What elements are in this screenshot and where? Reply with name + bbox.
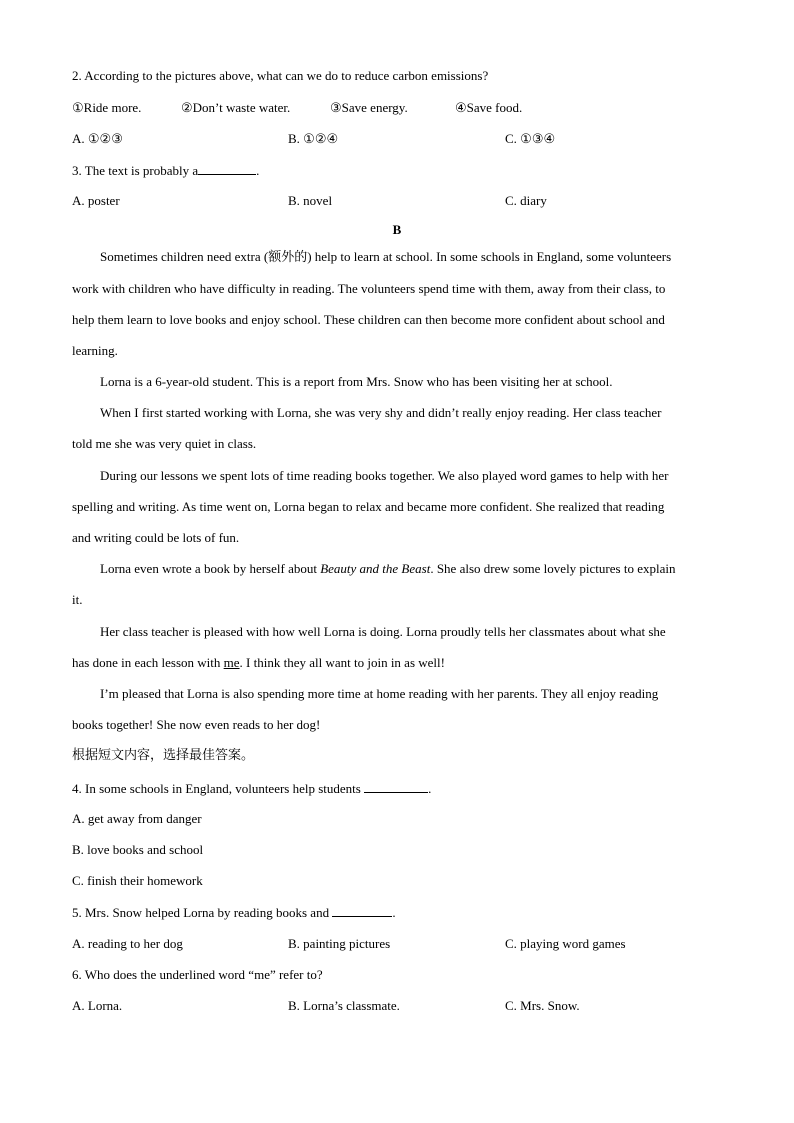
q2-option-b: B. ①②④ bbox=[288, 131, 339, 146]
passage-p4-line-2: spelling and writing. As time went on, Lorna began to relax and became more confident. She realized that reading bbox=[72, 499, 665, 514]
q3-option-c: C. diary bbox=[505, 193, 547, 208]
q2-option-c: C. ①③④ bbox=[505, 131, 556, 146]
underlined-word-me: me bbox=[223, 655, 240, 670]
p6-text-c: . I think they all want to join in as well! bbox=[239, 655, 445, 670]
q4-answer-blank bbox=[364, 780, 428, 793]
passage-p7-line-2: books together! She now even reads to her dog! bbox=[72, 717, 321, 732]
question-4-stem bbox=[72, 780, 431, 797]
q5-stem-end: . bbox=[392, 905, 396, 920]
q3-stem-text: 3. The text is probably a bbox=[72, 163, 199, 178]
question-2-stem: 2. According to the pictures above, what can we do to reduce carbon emissions? bbox=[72, 68, 489, 83]
q3-option-a: A. poster bbox=[72, 193, 120, 208]
passage-p4-line-1: During our lessons we spent lots of time reading books together. We also played word games to help with her bbox=[100, 468, 669, 483]
question-6-stem: 6. Who does the underlined word “me” refer to? bbox=[72, 967, 323, 982]
passage-p1-line-1: Sometimes children need extra (额外的) help to learn at school. In some schools in England, some volunteers bbox=[100, 249, 672, 264]
p6-text-b: has done in each lesson with bbox=[72, 655, 224, 670]
question-5-stem bbox=[72, 904, 396, 921]
q4-option-b: B. love books and school bbox=[72, 842, 204, 857]
p5-text-b: . She also drew some lovely pictures to explain bbox=[430, 561, 676, 576]
q6-option-a: A. Lorna. bbox=[72, 998, 123, 1013]
q2-item-4: ④Save food. bbox=[455, 100, 523, 115]
passage-p5-line-2: it. bbox=[72, 592, 83, 607]
q6-option-b: B. Lorna’s classmate. bbox=[288, 998, 400, 1013]
q5-answer-blank bbox=[332, 904, 392, 917]
q3-answer-blank bbox=[198, 162, 256, 175]
passage-p5-line-1 bbox=[100, 561, 675, 577]
q5-option-a: A. reading to her dog bbox=[72, 936, 183, 951]
q4-stem-end: . bbox=[428, 781, 432, 796]
passage-p6-line-1: Her class teacher is pleased with how well Lorna is doing. Lorna proudly tells her classmates about what she bbox=[100, 624, 666, 639]
instruction-text: 根据短文内容，选择最佳答案。 bbox=[72, 748, 255, 763]
q4-option-c: C. finish their homework bbox=[72, 873, 203, 888]
section-b-heading: B bbox=[392, 222, 402, 237]
q4-stem-text: 4. In some schools in England, volunteers help students bbox=[72, 781, 361, 796]
q6-option-c: C. Mrs. Snow. bbox=[505, 998, 580, 1013]
q4-option-a: A. get away from danger bbox=[72, 811, 202, 826]
passage-p1-line-3: help them learn to love books and enjoy school. These children can then become more confident about school and bbox=[72, 312, 665, 327]
q2-item-2: ②Don’t waste water. bbox=[181, 100, 291, 115]
passage-p3-line-2: told me she was very quiet in class. bbox=[72, 436, 257, 451]
q2-item-3: ③Save energy. bbox=[330, 100, 408, 115]
passage-p1-line-4: learning. bbox=[72, 343, 118, 358]
q5-option-b: B. painting pictures bbox=[288, 936, 391, 951]
p5-text-a: Lorna even wrote a book by herself about bbox=[100, 561, 321, 576]
q3-option-b: B. novel bbox=[288, 193, 333, 208]
q2-option-a: A. ①②③ bbox=[72, 131, 123, 146]
passage-p6-line-2 bbox=[72, 655, 445, 671]
q2-item-1: ①Ride more. bbox=[72, 100, 142, 115]
passage-p2: Lorna is a 6-year-old student. This is a report from Mrs. Snow who has been visiting her at school. bbox=[100, 374, 613, 389]
passage-p4-line-3: and writing could be lots of fun. bbox=[72, 530, 240, 545]
q3-stem-end: . bbox=[256, 163, 260, 178]
q5-stem-text: 5. Mrs. Snow helped Lorna by reading books and bbox=[72, 905, 330, 920]
passage-p7-line-1: I’m pleased that Lorna is also spending more time at home reading with her parents. They all enjoy reading bbox=[100, 686, 659, 701]
question-3-stem bbox=[72, 162, 259, 179]
q5-option-c: C. playing word games bbox=[505, 936, 626, 951]
passage-p3-line-1: When I first started working with Lorna, she was very shy and didn’t really enjoy reading. Her class teacher bbox=[100, 405, 662, 420]
p5-book-title: Beauty and the Beast bbox=[320, 561, 431, 576]
passage-p1-line-2: work with children who have difficulty in reading. The volunteers spend time with them, away from their class, to bbox=[72, 281, 666, 296]
